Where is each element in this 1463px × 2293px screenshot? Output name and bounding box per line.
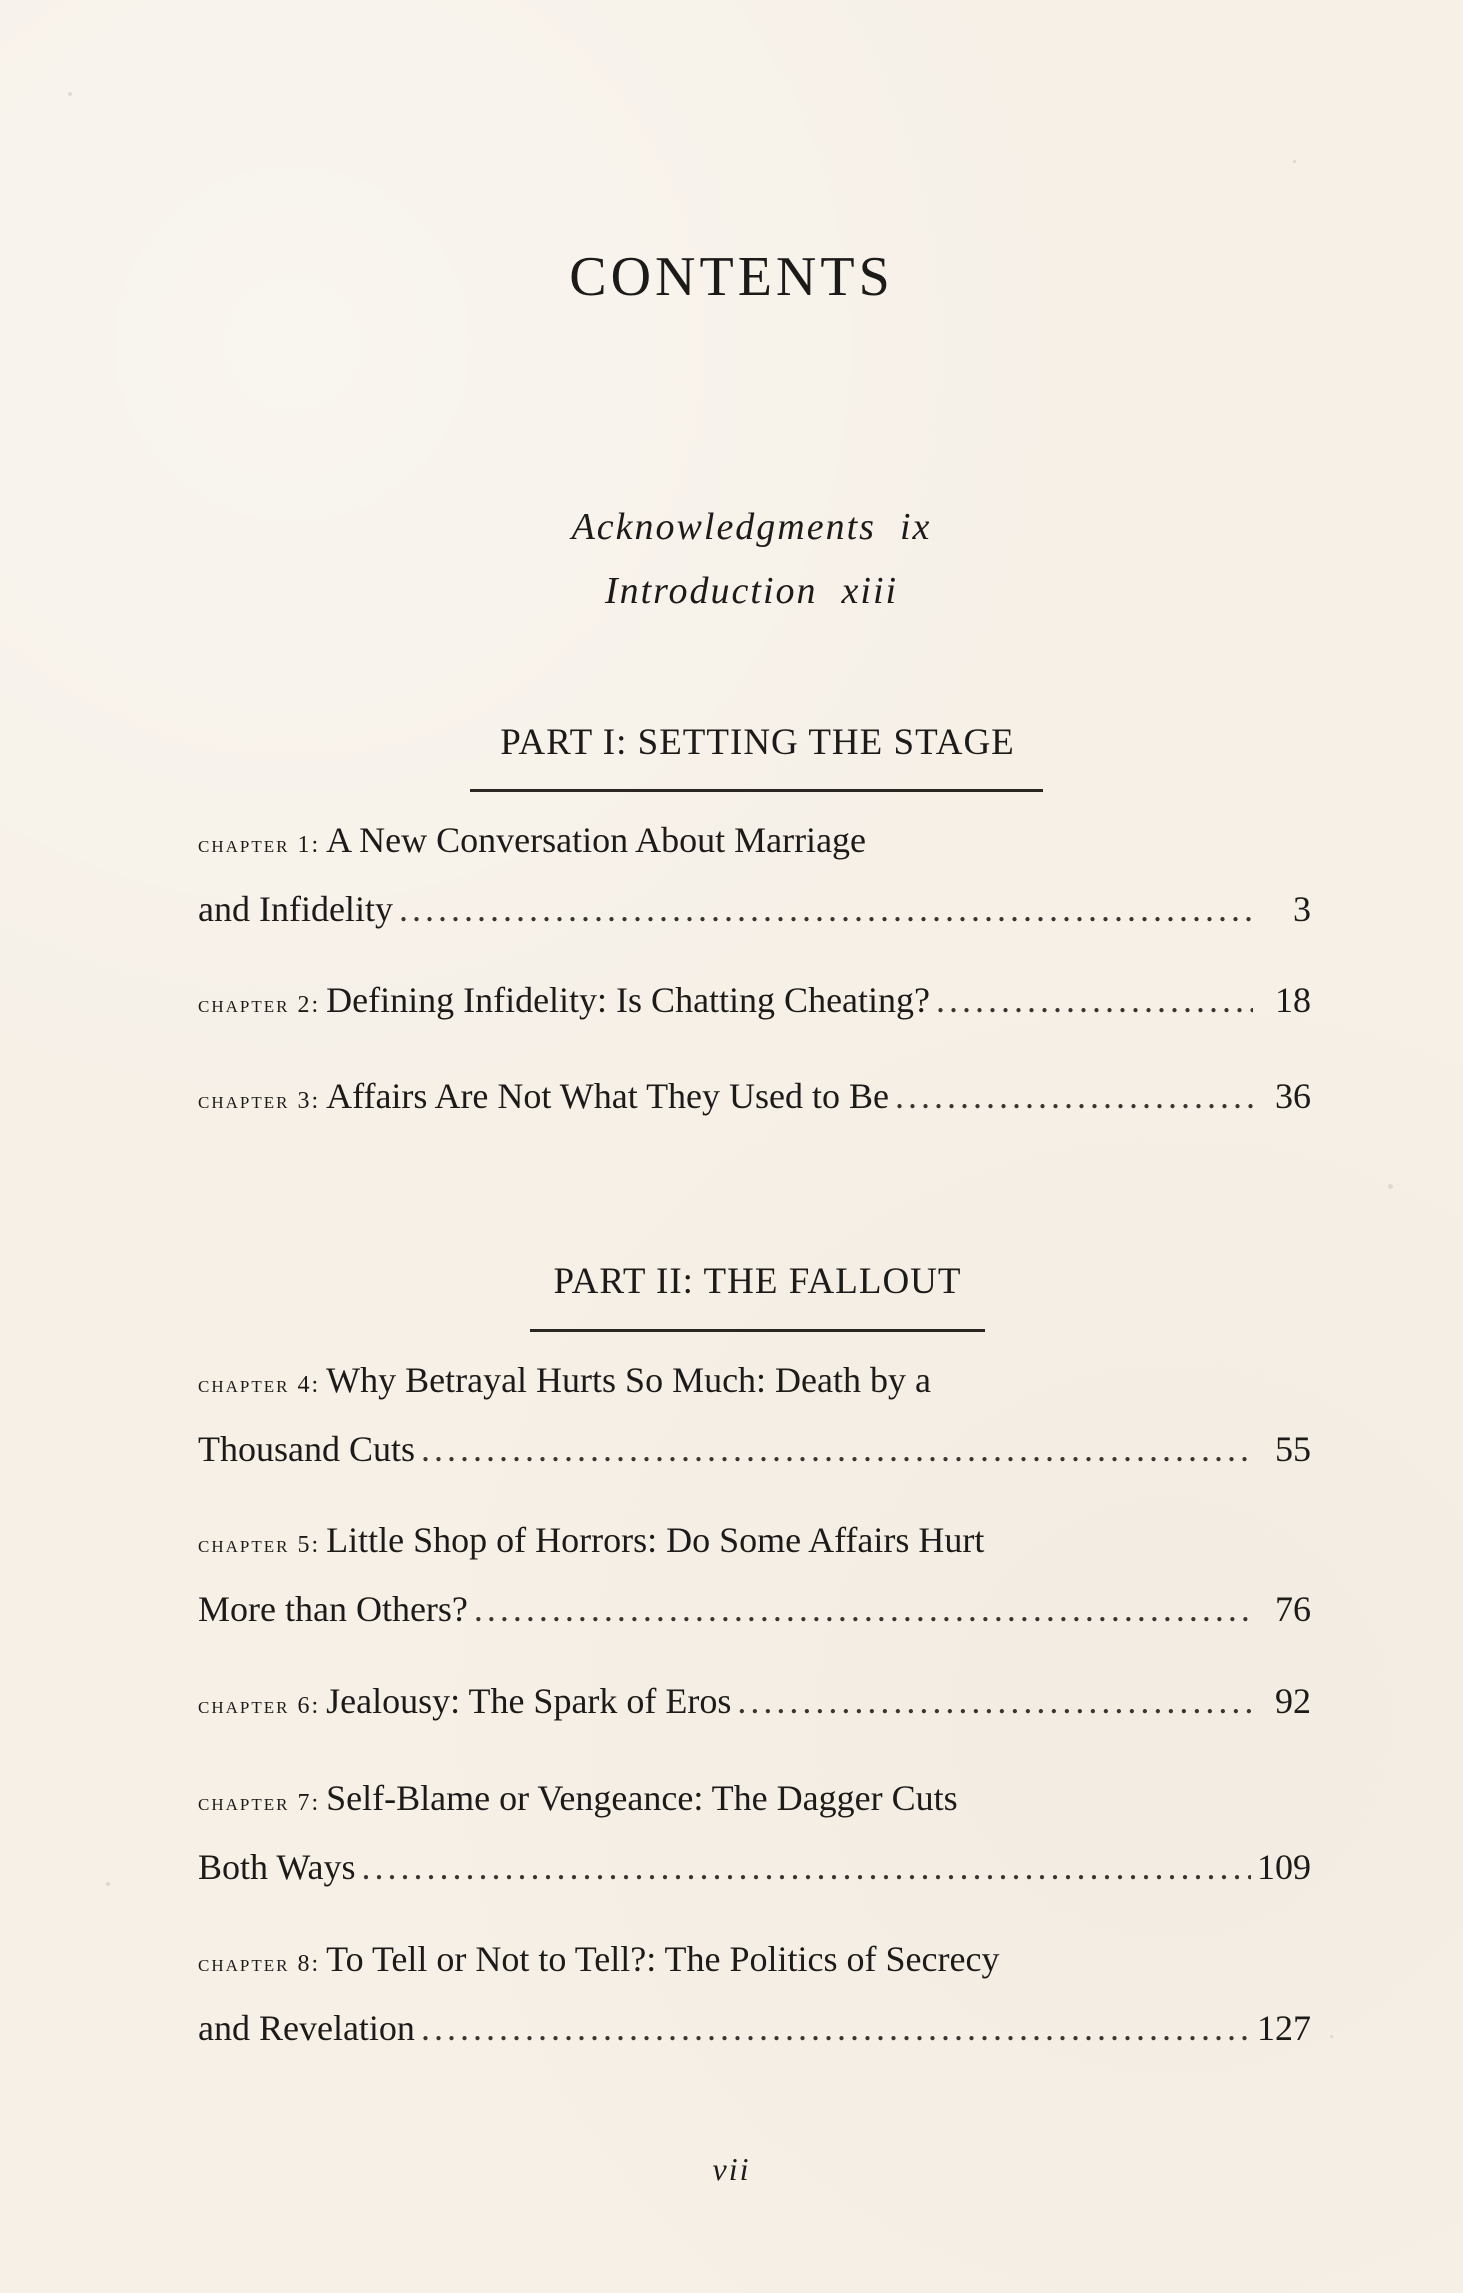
- front-matter-label: Introduction: [604, 570, 818, 612]
- page-number: 109: [1257, 1847, 1311, 1887]
- page-number: 18: [1275, 980, 1311, 1020]
- front-matter-page: ix: [899, 506, 932, 548]
- chapter-label: chapter 3:: [198, 1088, 321, 1114]
- dot-leader: [474, 1577, 1253, 1641]
- chapter-title-line1: Jealousy: The Spark of Eros: [326, 1681, 732, 1721]
- part-divider: [530, 1329, 985, 1332]
- page-number: 55: [1275, 1429, 1311, 1469]
- front-matter-page: xiii: [841, 570, 899, 612]
- chapter-label: chapter 4:: [198, 1372, 321, 1398]
- page-number: 127: [1257, 2008, 1311, 2048]
- chapter-title-line1: Defining Infidelity: Is Chatting Cheating?: [326, 980, 931, 1020]
- toc-line: [198, 1577, 1311, 1641]
- toc-line: [198, 1064, 1311, 1133]
- toc-entry-chapter-2: [198, 968, 1311, 1037]
- toc-entry-chapter-1: [198, 808, 1311, 941]
- toc-text: [198, 968, 930, 1037]
- chapter-title-line2: and Infidelity: [198, 889, 393, 929]
- chapter-title-line1: Self-Blame or Vengeance: The Dagger Cuts: [326, 1778, 958, 1818]
- dot-leader: [361, 1835, 1251, 1899]
- toc-line: [198, 1835, 1311, 1899]
- toc-text: [198, 1064, 889, 1133]
- toc-line: [198, 1927, 1311, 1996]
- toc-entry-chapter-6: [198, 1669, 1311, 1738]
- toc-text: [198, 1348, 931, 1417]
- paper-speck: [106, 1882, 110, 1886]
- part-divider: [470, 789, 1043, 792]
- chapter-title-line1: Affairs Are Not What They Used to Be: [326, 1076, 890, 1116]
- toc-entry-chapter-8: [198, 1927, 1311, 2060]
- toc-text: [198, 1508, 984, 1577]
- dot-leader: [399, 877, 1253, 941]
- page-folio: vii: [712, 2151, 751, 2187]
- toc-line: [198, 1417, 1311, 1481]
- toc-line: [198, 1669, 1311, 1738]
- dot-leader: [936, 968, 1253, 1032]
- toc-entry-chapter-4: [198, 1348, 1311, 1481]
- paper-speck: [68, 92, 72, 96]
- chapter-label: chapter 5:: [198, 1532, 321, 1558]
- part-heading: PART I: SETTING THE STAGE: [500, 722, 1015, 763]
- dot-leader: [421, 1996, 1251, 2060]
- toc-line: [198, 1348, 1311, 1417]
- chapter-title-line1: Little Shop of Horrors: Do Some Affairs Hurt: [326, 1520, 985, 1560]
- toc-line: [198, 1508, 1311, 1577]
- chapter-title-line1: Why Betrayal Hurts So Much: Death by a: [326, 1360, 931, 1400]
- chapter-title-line1: A New Conversation About Marriage: [326, 820, 867, 860]
- chapter-label: chapter 2:: [198, 992, 321, 1018]
- chapter-label: chapter 1:: [198, 832, 321, 858]
- toc-text: [198, 1669, 731, 1738]
- page-number: 36: [1275, 1076, 1311, 1116]
- toc-entry-chapter-7: [198, 1766, 1311, 1899]
- toc-line: [198, 877, 1311, 941]
- toc-entry-chapter-5: [198, 1508, 1311, 1641]
- toc-text: [198, 1766, 958, 1835]
- toc-text: [198, 1927, 999, 1996]
- chapter-title-line2: Both Ways: [198, 1847, 356, 1887]
- page-title: CONTENTS: [569, 246, 894, 308]
- toc-line: [198, 968, 1311, 1037]
- chapter-label: chapter 7:: [198, 1790, 321, 1816]
- dot-leader: [895, 1064, 1253, 1128]
- chapter-title-line2: More than Others?: [198, 1589, 468, 1629]
- chapter-title-line2: and Revelation: [198, 2008, 415, 2048]
- page-number: 92: [1275, 1681, 1311, 1721]
- paper-speck: [1388, 1184, 1393, 1189]
- paper-speck: [1293, 160, 1296, 163]
- page-number: 3: [1293, 889, 1311, 929]
- dot-leader: [737, 1669, 1253, 1733]
- front-matter-acknowledgments: [40, 508, 1463, 546]
- front-matter-introduction: [40, 572, 1463, 610]
- chapter-title-line1: To Tell or Not to Tell?: The Politics of Secrecy: [326, 1939, 1000, 1979]
- dot-leader: [421, 1417, 1253, 1481]
- toc-text: [198, 808, 866, 877]
- paper-speck: [1330, 2035, 1333, 2038]
- chapter-label: chapter 6:: [198, 1693, 321, 1719]
- part-heading: PART II: THE FALLOUT: [553, 1261, 962, 1302]
- toc-entry-chapter-3: [198, 1064, 1311, 1133]
- chapter-label: chapter 8:: [198, 1951, 321, 1977]
- chapter-title-line2: Thousand Cuts: [198, 1429, 416, 1469]
- toc-line: [198, 1766, 1311, 1835]
- toc-line: [198, 808, 1311, 877]
- front-matter-label: Acknowledgments: [571, 506, 876, 548]
- page-number: 76: [1275, 1589, 1311, 1629]
- toc-line: [198, 1996, 1311, 2060]
